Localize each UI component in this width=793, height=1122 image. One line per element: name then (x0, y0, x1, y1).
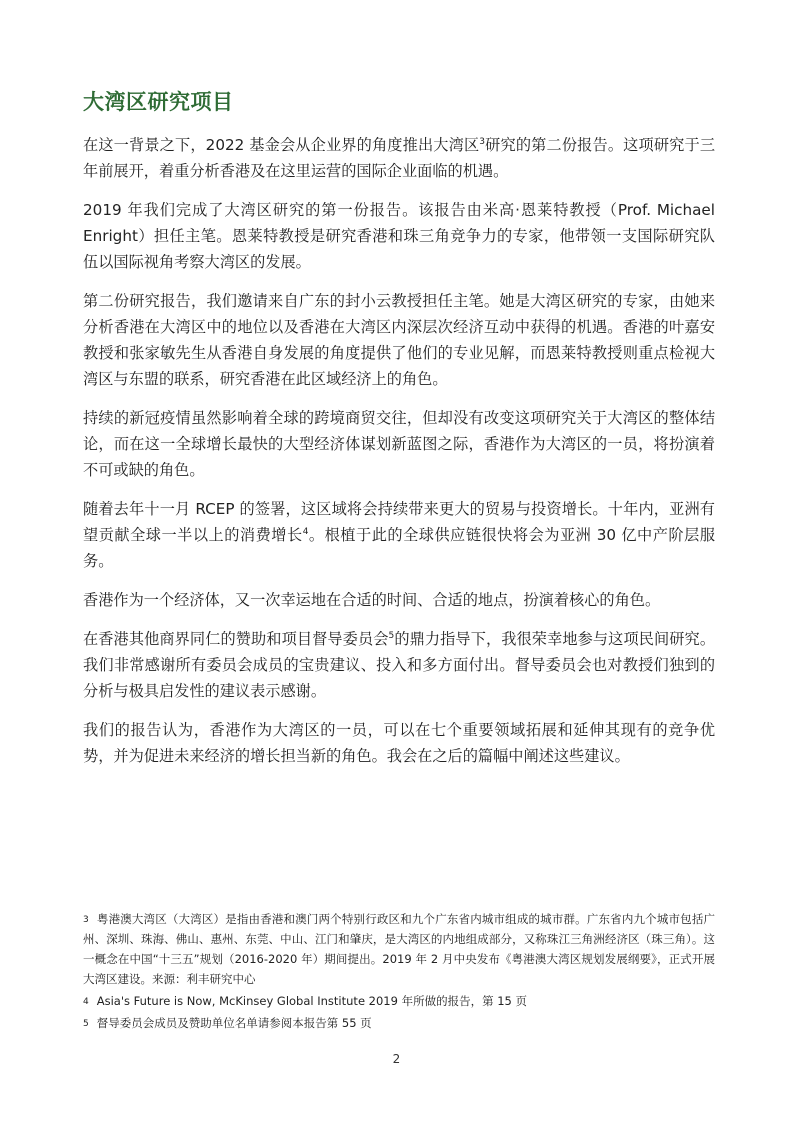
page-title: 大湾区研究项目 (83, 90, 234, 114)
body-text (83, 132, 715, 782)
paragraph-text: 的鼎力指导下，我很荣幸地参与这项民间研究。我们非常感谢所有委员会成员的宝贵建议、投入和多方面付出。督导委员会也对教授们独到的分析与极具启发性的建议表示感谢。 (83, 630, 716, 700)
footnote (83, 991, 715, 1011)
footnote-number: 3 (83, 915, 89, 925)
paragraph (83, 288, 715, 392)
paragraph (83, 132, 715, 184)
paragraph-text: 。根植于此的全球供应链很快将会为亚洲 30 亿中产阶层服务。 (83, 526, 716, 570)
footnote-number: 4 (83, 997, 89, 1007)
paragraph (83, 197, 715, 275)
paragraph-text: 我们的报告认为，香港作为大湾区的一员，可以在七个重要领域拓展和延伸其现有的竞争优势，并为促进未来经济的增长担当新的角色。我会在之后的篇幅中阐述这些建议。 (83, 721, 715, 765)
footnote-text: Asia's Future is Now, McKinsey Global Institute 2019 年所做的报告，第 15 页 (96, 994, 528, 1008)
paragraph-text: 持续的新冠疫情虽然影响着全球的跨境商贸交往，但却没有改变这项研究关于大湾区的整体结论，而在这一全球增长最快的大型经济体谋划新蓝图之际，香港作为大湾区的一员，将扮演着不可或缺的角色。 (83, 409, 715, 479)
paragraph-text: 2019 年我们完成了大湾区研究的第一份报告。该报告由米高·恩莱特教授（Prof. Michael Enright）担任主笔。恩莱特教授是研究香港和珠三角竞争力的专家，他带领一支国际研究队伍以国际视角考察大湾区的发展。 (83, 201, 715, 271)
paragraph-text: 香港作为一个经济体，又一次幸运地在合适的时间、合适的地点，扮演着核心的角色。 (83, 591, 661, 609)
footnote-number: 5 (83, 1019, 89, 1029)
page-number: 2 (392, 1052, 401, 1066)
footnote-text: 粤港澳大湾区（大湾区）是指由香港和澳门两个特别行政区和九个广东省内城市组成的城市群。广东省内九个城市包括广州、深圳、珠海、佛山、惠州、东莞、中山、江门和肇庆，是大湾区的内地组成部分，又称珠江三角洲经济区（珠三角）。这一概念在中国“十三五”规划（2016-2020 年）期间提出。2019 年 2 月中央发布《粤港澳大湾区规划发展纲要》，正式开展大湾区建设。来源：利丰研究中心 (83, 912, 715, 986)
paragraph-text: 在香港其他商界同仁的赞助和项目督导委员会 (83, 630, 389, 648)
footnote-ref: 5 (388, 630, 395, 641)
paragraph-text: 随着去年十一月 RCEP 的签署，这区域将会持续带来更大的贸易与投资增长。十年内，亚洲有望贡献全球一半以上的消费增长 (83, 500, 715, 544)
footnote-ref: 3 (479, 136, 486, 147)
paragraph (83, 496, 715, 574)
footnotes (83, 909, 715, 1035)
paragraph-text: 第二份研究报告，我们邀请来自广东的封小云教授担任主笔。她是大湾区研究的专家，由她来分析香港在大湾区中的地位以及香港在大湾区内深层次经济互动中获得的机遇。香港的叶嘉安教授和张家敏先生从香港自身发展的角度提供了他们的专业见解，而恩莱特教授则重点检视大湾区与东盟的联系，研究香港在此区域经济上的角色。 (83, 292, 715, 388)
paragraph (83, 626, 715, 704)
footnote (83, 1013, 715, 1033)
footnote (83, 909, 715, 989)
paragraph-text: 在这一背景之下，2022 基金会从企业界的角度推出大湾区 (83, 136, 480, 154)
paragraph (83, 587, 715, 613)
paragraph (83, 717, 715, 769)
footnote-ref: 4 (302, 526, 309, 537)
paragraph-text: 研究的第二份报告。这项研究于三年前展开，着重分析香港及在这里运营的国际企业面临的机遇。 (83, 136, 716, 180)
paragraph (83, 405, 715, 483)
footnote-text: 督导委员会成员及赞助单位名单请参阅本报告第 55 页 (96, 1016, 372, 1030)
